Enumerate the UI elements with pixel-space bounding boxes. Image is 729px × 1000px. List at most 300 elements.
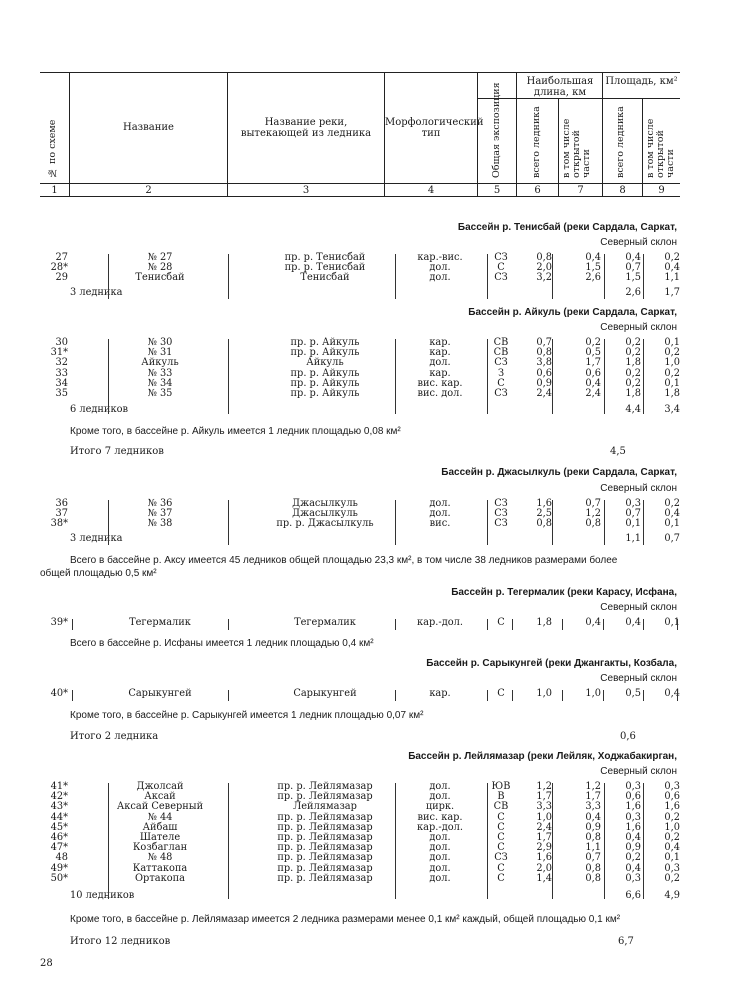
summary-area: 6,6 (625, 890, 641, 901)
slope-label: Северный склон (600, 766, 677, 777)
glacier-number: 33 (55, 367, 68, 379)
total-label: Итого 12 ледников (70, 936, 171, 947)
length-total: 1,8 (536, 617, 552, 628)
area-open: 1,8 (664, 388, 680, 399)
column-separator (604, 339, 605, 414)
morph-type: вис. кар. (417, 811, 463, 823)
area-open: 0,1 (664, 617, 680, 628)
glacier-row (40, 358, 680, 368)
header-num-6: 6 (534, 185, 541, 196)
header-bottom-rule (40, 196, 680, 197)
area-total: 1,8 (625, 357, 641, 369)
morph-type: дол. (429, 791, 451, 803)
area-total: 0,2 (625, 367, 641, 379)
header-mid-rule (40, 183, 680, 184)
length-total: 2,9 (536, 842, 552, 854)
river-name: Сарыкунгей (293, 688, 357, 699)
exposure: С (497, 832, 505, 843)
length-open: 0,6 (585, 367, 601, 379)
glacier-number: 29 (55, 272, 68, 284)
morph-type: дол. (429, 872, 451, 884)
morph-type: дол. (429, 508, 451, 520)
length-open: 0,9 (585, 821, 601, 833)
header-col-exposure: Общая экспозиция (491, 82, 502, 178)
morph-type: вис. дол. (417, 388, 463, 399)
river-name: Лейлямазар (293, 801, 357, 813)
glacier-name: № 48 (147, 852, 173, 864)
area-total: 1,6 (625, 821, 641, 833)
exposure: С (497, 872, 505, 884)
header-num-3: 3 (302, 185, 310, 196)
morph-type: цирк. (425, 801, 455, 813)
length-open: 1,2 (585, 508, 601, 520)
slope-label: Северный склон (600, 673, 677, 684)
glacier-number: 48 (55, 852, 68, 864)
area-total: 0,2 (625, 347, 641, 359)
glacier-number: 39* (50, 617, 68, 628)
river-name: пр. р. Лейлямазар (277, 862, 373, 874)
area-total: 1,8 (625, 388, 641, 399)
glacier-name: Джолсай (136, 781, 184, 792)
river-name: пр. р. Айкуль (290, 337, 360, 348)
glacier-name: Козбаглан (132, 842, 188, 854)
morph-type: дол. (429, 852, 451, 864)
summary-row (40, 405, 680, 415)
exposure: З (497, 367, 505, 379)
area-total: 0,5 (625, 688, 641, 699)
total-value: 6,7 (618, 936, 634, 947)
length-open: 0,4 (585, 377, 601, 389)
glacier-number: 32 (55, 357, 68, 369)
header-col-name: Название (123, 122, 174, 133)
column-separator (603, 619, 604, 630)
glacier-name: № 37 (147, 508, 173, 520)
glacier-number: 43* (50, 801, 68, 813)
basin-title: Бассейн р. Сарыкунгей (реки Джангакты, Козбала, (426, 658, 677, 669)
area-total: 0,2 (625, 377, 641, 389)
header-num-4: 4 (427, 185, 435, 196)
river-name: пр. р. Лейлямазар (277, 791, 373, 803)
glacier-row (40, 618, 680, 628)
column-separator (677, 619, 678, 630)
glacier-number: 50* (50, 872, 68, 884)
glacier-name: № 33 (147, 367, 173, 379)
river-name: Тенисбай (300, 272, 350, 284)
exposure: С (497, 377, 505, 389)
morph-type: дол. (429, 842, 451, 854)
length-open: 0,5 (585, 347, 601, 359)
length-total: 1,0 (536, 811, 552, 823)
length-total: 0,6 (536, 367, 552, 379)
river-name: пр. р. Айкуль (290, 377, 360, 389)
length-open: 0,7 (585, 852, 601, 864)
column-separator (228, 783, 229, 899)
length-total: 1,7 (536, 791, 552, 803)
column-separator (395, 690, 396, 701)
area-total: 0,2 (625, 337, 641, 348)
note-text: Кроме того, в бассейне р. Айкуль имеется 1 ледник площадью 0,08 км² (70, 426, 401, 437)
length-total: 2,0 (536, 262, 552, 274)
glacier-number: 46* (50, 832, 68, 843)
length-total: 2,0 (536, 862, 552, 874)
length-total: 2,4 (536, 388, 552, 399)
exposure: С (497, 811, 505, 823)
glacier-name: Тегермалик (129, 617, 191, 628)
length-open: 0,8 (585, 862, 601, 874)
header-top-rule (40, 72, 680, 73)
glacier-name: № 27 (147, 252, 173, 263)
glacier-name: № 36 (147, 498, 173, 509)
glacier-name: Айбаш (142, 821, 178, 833)
area-total: 0,6 (625, 791, 641, 803)
length-open: 1,5 (585, 262, 601, 274)
summary-label: 3 ледника (70, 287, 123, 298)
exposure: СВ (493, 347, 509, 359)
column-separator (552, 783, 553, 899)
header-col-area-total: всего ледника (615, 106, 626, 178)
length-total: 1,0 (536, 688, 552, 699)
area-open: 1,0 (664, 357, 680, 369)
exposure: СЗ (494, 518, 508, 530)
column-separator (395, 783, 396, 899)
header-col-morph: Морфологический тип (385, 117, 484, 139)
column-separator (395, 254, 396, 299)
river-name: пр. р. Лейлямазар (277, 852, 373, 864)
area-total: 0,4 (625, 252, 641, 263)
column-separator (643, 783, 644, 899)
note-text: Кроме того, в бассейне р. Лейлямазар имеется 2 ледника размерами менее 0,1 км² каждый, общей площадью 0,1 км² (70, 914, 621, 925)
summary-area-open: 3,4 (664, 404, 680, 415)
glacier-number: 44* (50, 811, 68, 823)
area-open: 0,2 (664, 347, 680, 359)
glacier-number: 34 (55, 377, 68, 389)
length-open: 0,4 (585, 811, 601, 823)
area-open: 0,4 (664, 688, 680, 699)
glacier-row (40, 273, 680, 283)
column-separator (395, 339, 396, 414)
length-total: 0,8 (536, 518, 552, 530)
river-name: пр. р. Лейлямазар (277, 811, 373, 823)
summary-area-open: 0,7 (664, 533, 680, 544)
glacier-number: 38* (50, 518, 68, 530)
glacier-name: № 30 (147, 337, 173, 348)
exposure: С (497, 821, 505, 833)
area-total: 0,1 (625, 518, 641, 530)
column-separator (643, 619, 644, 630)
length-open: 1,7 (585, 357, 601, 369)
glacier-number: 45* (50, 821, 68, 833)
summary-row (40, 891, 680, 901)
note-text: Кроме того, в бассейне р. Сарыкунгей имеется 1 ледник площадью 0,07 км² (70, 710, 424, 721)
column-separator (108, 783, 109, 899)
area-open: 0,1 (664, 852, 680, 864)
glacier-row (40, 379, 680, 389)
column-separator (72, 619, 73, 630)
morph-type: дол. (429, 498, 451, 509)
river-name: Джасылкуль (292, 508, 358, 520)
area-total: 0,7 (625, 262, 641, 274)
glacier-name: Тенисбай (135, 272, 185, 284)
length-total: 1,4 (536, 872, 552, 884)
column-separator (487, 254, 488, 299)
glacier-number: 41* (50, 781, 68, 792)
area-open: 0,1 (664, 518, 680, 530)
basin-title: Бассейн р. Айкуль (реки Сардала, Саркат, (468, 307, 677, 318)
length-open: 1,2 (585, 781, 601, 792)
column-separator (395, 619, 396, 630)
page-number: 28 (40, 958, 53, 969)
column-separator (487, 500, 488, 545)
morph-type: кар. (429, 347, 451, 359)
area-open: 0,3 (664, 781, 680, 792)
area-open: 0,1 (664, 377, 680, 389)
length-total: 0,8 (536, 252, 552, 263)
glacier-name: Айкуль (141, 357, 179, 369)
area-total: 1,5 (625, 272, 641, 284)
glacier-number: 30 (55, 337, 68, 348)
column-separator (562, 619, 563, 630)
glacier-name: Каттакопа (132, 862, 188, 874)
length-open: 0,2 (585, 337, 601, 348)
header-col-length-group: Наибольшая длина, км (526, 76, 594, 98)
column-separator (487, 339, 488, 414)
basin-title: Бассейн р. Джасылкуль (реки Сардала, Саркат, (441, 467, 677, 478)
glacier-row (40, 874, 680, 884)
column-separator (487, 690, 488, 701)
area-open: 0,4 (664, 262, 680, 274)
area-total: 0,3 (625, 498, 641, 509)
area-total: 0,4 (625, 617, 641, 628)
area-total: 0,9 (625, 842, 641, 854)
exposure: СЗ (494, 252, 508, 263)
column-separator (643, 500, 644, 545)
header-col-length-total: всего ледника (531, 106, 542, 178)
column-separator (228, 254, 229, 299)
glacier-row (40, 853, 680, 863)
column-separator (108, 500, 109, 545)
length-open: 3,3 (585, 801, 601, 813)
exposure: С (497, 262, 505, 274)
river-name: пр. р. Лейлямазар (277, 842, 373, 854)
length-total: 3,2 (536, 272, 552, 284)
summary-area: 1,1 (625, 533, 641, 544)
column-separator (552, 254, 553, 299)
area-total: 0,4 (625, 832, 641, 843)
area-total: 0,3 (625, 781, 641, 792)
header-col-length-open: в том числе открытой части (561, 118, 592, 178)
length-total: 0,9 (536, 377, 552, 389)
length-total: 1,7 (536, 832, 552, 843)
area-open: 0,3 (664, 862, 680, 874)
river-name: пр. р. Айкуль (290, 367, 360, 379)
column-separator (228, 619, 229, 630)
river-name: Тегермалик (294, 617, 356, 628)
table-header (40, 72, 680, 197)
header-num-8: 8 (619, 185, 626, 196)
area-total: 0,3 (625, 872, 641, 884)
area-open: 0,2 (664, 252, 680, 263)
slope-label: Северный склон (600, 483, 677, 494)
header-col-area-open: в том числе открытой части (645, 118, 676, 178)
area-open: 0,2 (664, 872, 680, 884)
column-separator (604, 254, 605, 299)
glacier-name: Шателе (139, 832, 181, 843)
glacier-number: 47* (50, 842, 68, 854)
area-total: 0,7 (625, 508, 641, 520)
area-open: 0,4 (664, 842, 680, 854)
column-separator (552, 500, 553, 545)
note-text: Всего в бассейне р. Аксу имеется 45 ледников общей площадью 23,3 км², в том числе 38 ледников размерами более (70, 555, 618, 566)
note-text-cont: общей площадью 0,5 км² (40, 568, 157, 579)
river-name: пр. р. Лейлямазар (277, 832, 373, 843)
river-name: пр. р. Лейлямазар (277, 821, 373, 833)
column-separator (395, 500, 396, 545)
column-separator (677, 690, 678, 701)
area-open: 0,2 (664, 367, 680, 379)
note-text: Всего в бассейне р. Исфаны имеется 1 ледник площадью 0,4 км² (70, 638, 374, 649)
glacier-number: 40* (50, 688, 68, 699)
header-num-7: 7 (577, 185, 584, 196)
length-open: 0,8 (585, 518, 601, 530)
area-open: 0,1 (664, 337, 680, 348)
glacier-number: 49* (50, 862, 68, 874)
total-label: Итого 7 ледников (70, 446, 164, 457)
slope-label: Северный склон (600, 237, 677, 248)
column-separator (72, 690, 73, 701)
glacier-number: 28* (50, 262, 68, 274)
river-name: пр. р. Тенисбай (284, 252, 366, 263)
morph-type: кар.-вис. (417, 252, 463, 263)
slope-label: Северный склон (600, 602, 677, 613)
column-separator (604, 500, 605, 545)
glacier-number: 42* (50, 791, 68, 803)
morph-type: дол. (429, 262, 451, 274)
river-name: пр. р. Лейлямазар (277, 872, 373, 884)
length-total: 0,8 (536, 347, 552, 359)
morph-type: вис. (429, 518, 451, 530)
glacier-name: № 34 (147, 377, 173, 389)
total-value: 0,6 (620, 731, 636, 742)
exposure: СЗ (494, 388, 508, 399)
length-open: 1,1 (585, 842, 601, 854)
glacier-row (40, 338, 680, 348)
exposure: СЗ (494, 357, 508, 369)
glacier-name: № 44 (147, 811, 173, 823)
summary-row (40, 534, 680, 544)
exposure: В (497, 791, 505, 803)
area-open: 1,6 (664, 801, 680, 813)
glacier-name: Аксай Северный (116, 801, 204, 813)
river-name: пр. р. Лейлямазар (277, 781, 373, 792)
glacier-name: № 28 (147, 262, 173, 274)
length-open: 0,7 (585, 498, 601, 509)
glacier-name: Сарыкунгей (128, 688, 192, 699)
header-num-9: 9 (658, 185, 665, 196)
column-separator (228, 339, 229, 414)
area-open: 0,6 (664, 791, 680, 803)
glacier-name: Аксай (144, 791, 176, 803)
exposure: СЗ (494, 272, 508, 284)
river-name: Джасылкуль (292, 498, 358, 509)
length-open: 0,8 (585, 832, 601, 843)
area-open: 1,0 (664, 821, 680, 833)
glacier-row (40, 689, 680, 699)
glacier-name: № 38 (147, 518, 173, 530)
morph-type: дол. (429, 357, 451, 369)
basin-title: Бассейн р. Тегермалик (реки Карасу, Исфана, (451, 587, 677, 598)
summary-area: 2,6 (625, 287, 641, 298)
header-col-river: Название реки, вытекающей из ледника (240, 117, 372, 139)
column-separator (512, 690, 513, 701)
glacier-row (40, 802, 680, 812)
length-total: 2,4 (536, 821, 552, 833)
river-name: пр. р. Айкуль (290, 347, 360, 359)
length-open: 0,4 (585, 252, 601, 263)
river-name: пр. р. Айкуль (290, 388, 360, 399)
header-num-2: 2 (145, 185, 152, 196)
area-open: 0,2 (664, 832, 680, 843)
column-separator (228, 690, 229, 701)
summary-area: 4,4 (625, 404, 641, 415)
exposure: СВ (493, 801, 509, 813)
glacier-row (40, 369, 680, 379)
summary-label: 3 ледника (70, 533, 123, 544)
glacier-name: № 31 (147, 347, 173, 359)
morph-type: дол. (429, 272, 451, 284)
column-separator (487, 619, 488, 630)
column-separator (552, 339, 553, 414)
glacier-number: 35 (55, 388, 68, 399)
exposure: СВ (493, 337, 509, 348)
length-total: 3,8 (536, 357, 552, 369)
column-separator (562, 690, 563, 701)
length-open: 1,0 (585, 688, 601, 699)
header-col-no: № по схеме (47, 119, 58, 178)
length-open: 0,8 (585, 872, 601, 884)
column-separator (487, 783, 488, 899)
header-num-5: 5 (493, 185, 501, 196)
glacier-number: 36 (55, 498, 68, 509)
glacier-number: 27 (55, 252, 68, 263)
morph-type: кар. (429, 688, 451, 699)
length-open: 2,4 (585, 388, 601, 399)
glacier-row (40, 389, 680, 399)
area-open: 0,2 (664, 811, 680, 823)
area-total: 0,2 (625, 852, 641, 864)
river-name: Айкуль (306, 357, 344, 369)
basin-title: Бассейн р. Лейлямазар (реки Лейляк, Ходжабакирган, (408, 751, 677, 762)
area-total: 0,4 (625, 862, 641, 874)
column-separator (603, 690, 604, 701)
column-separator (108, 254, 109, 299)
morph-type: дол. (429, 832, 451, 843)
exposure: С (497, 842, 505, 854)
summary-label: 6 ледников (70, 404, 128, 415)
morph-type: кар. (429, 337, 451, 348)
summary-area-open: 4,9 (664, 890, 680, 901)
exposure: СЗ (494, 498, 508, 509)
length-total: 0,7 (536, 337, 552, 348)
area-open: 0,4 (664, 508, 680, 520)
glacier-row (40, 348, 680, 358)
header-num-1: 1 (51, 185, 58, 196)
total-label: Итого 2 ледника (70, 731, 159, 742)
river-name: пр. р. Джасылкуль (276, 518, 374, 530)
length-total: 1,6 (536, 852, 552, 864)
area-total: 0,3 (625, 811, 641, 823)
morph-type: дол. (429, 862, 451, 874)
summary-label: 10 ледников (70, 890, 135, 901)
